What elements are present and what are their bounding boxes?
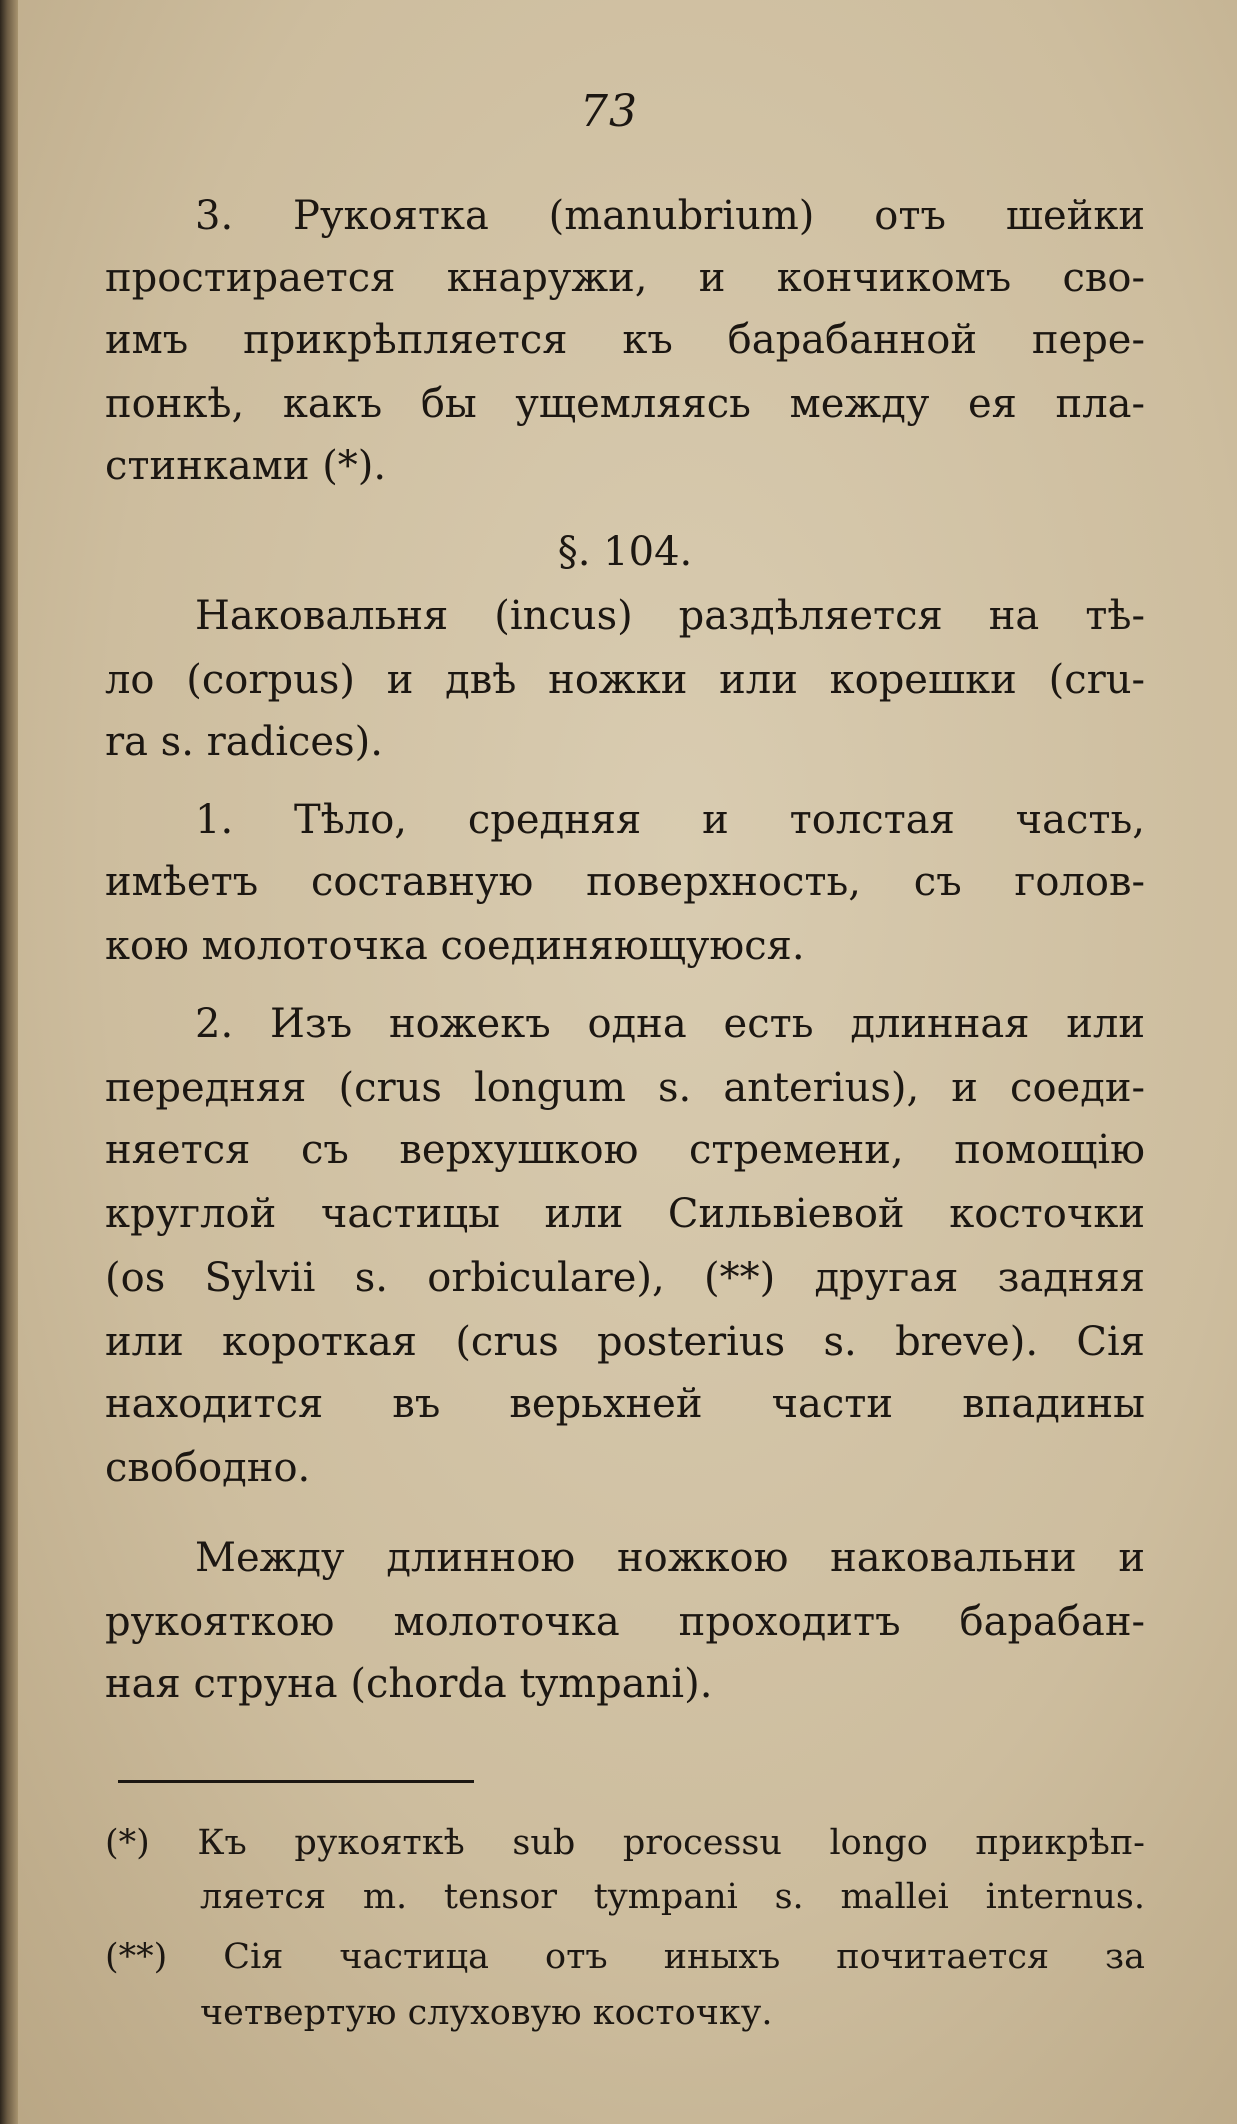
footnote-line: (*) Къ рукояткѣ sub processu longo прикрѣп- (105, 1823, 1145, 1863)
footnote-separator (118, 1780, 474, 1783)
text-line: ная струна (chorda tympani). (105, 1661, 713, 1707)
text-line: 2. Изъ ножекъ одна есть длинная или (195, 1001, 1145, 1047)
text-line: имъ прикрѣпляется къ барабанной пере- (105, 317, 1145, 363)
page-binding-edge (0, 0, 18, 2124)
text-line: свободно. (105, 1445, 311, 1491)
text-line: ло (corpus) и двѣ ножки или корешки (cru- (105, 657, 1145, 703)
text-line: находится въ верьхней части впадины (105, 1381, 1145, 1427)
text-line: кою молоточка соединяющуюся. (105, 923, 805, 969)
text-line: няется съ верхушкою стремени, помощію (105, 1127, 1145, 1173)
text-line: 3. Рукоятка (manubrium) отъ шейки (195, 193, 1145, 239)
text-line: 1. Тѣло, средняя и толстая часть, (195, 797, 1145, 843)
footnote-line: (**) Сія частица отъ иныхъ почитается за (105, 1937, 1145, 1977)
text-line: или короткая (crus posterius s. breve). Сія (105, 1319, 1145, 1365)
page-number: 73 (580, 86, 638, 137)
text-line: Наковальня (incus) раздѣляется на тѣ- (195, 593, 1145, 639)
footnote-line: четвертую слуховую косточку. (200, 1993, 773, 2033)
text-line: простирается кнаружи, и кончикомъ сво- (105, 255, 1145, 301)
text-line: имѣетъ составную поверхность, съ голов- (105, 859, 1145, 905)
text-line: (os Sylvii s. orbiculare), (**) другая задняя (105, 1255, 1145, 1301)
text-line: понкѣ, какъ бы ущемляясь между ея пла- (105, 381, 1145, 427)
text-line: передняя (crus longum s. anterius), и соеди- (105, 1065, 1145, 1111)
text-line: §. 104. (557, 529, 693, 575)
text-line: круглой частицы или Сильвіевой косточки (105, 1191, 1145, 1237)
footnote-line: ляется m. tensor tympani s. mallei internus. (200, 1877, 1145, 1917)
text-line: стинками (*). (105, 443, 387, 489)
text-line: ra s. radices). (105, 719, 383, 765)
text-line: рукояткою молоточка проходитъ барабан- (105, 1599, 1145, 1645)
text-line: Между длинною ножкою наковальни и (195, 1535, 1145, 1581)
